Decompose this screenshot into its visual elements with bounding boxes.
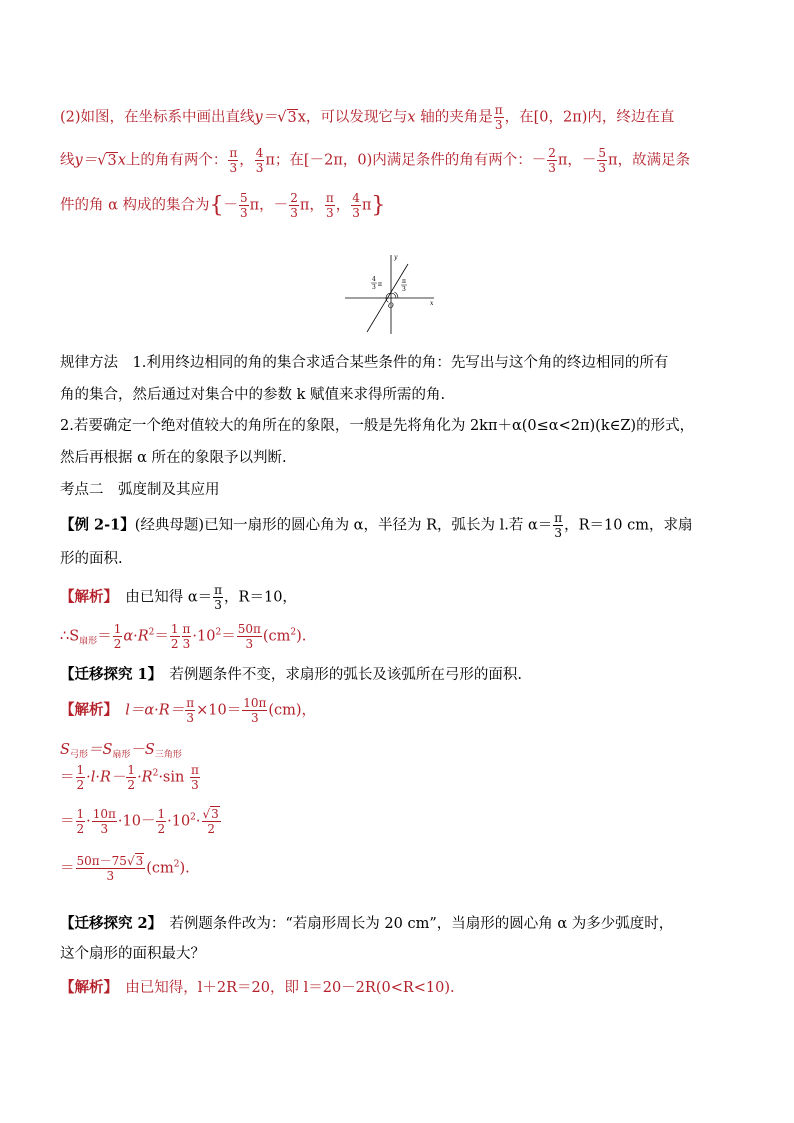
p2-text: π，－ (249, 197, 289, 214)
frac-num: π (214, 583, 223, 597)
method-line2: 角的集合，然后通过对集合中的参数 k 赋值来求得所需的角. (60, 387, 446, 403)
sol-text: ＝ (60, 860, 75, 877)
sol-text: · (86, 813, 91, 830)
frac (76, 808, 86, 835)
frac-den: 3 (255, 161, 264, 175)
sqrt-radicand: 3 (287, 109, 297, 126)
p2-text: 上的角有两个： (125, 152, 228, 169)
frac-den: 2 (76, 778, 85, 792)
p2-text: 件的角 α 构成的集合为 (60, 197, 210, 214)
var: x (117, 152, 126, 169)
transfer-tag: 【迁移探究 2】 (60, 915, 155, 932)
p2-text: π，－ (557, 152, 597, 169)
frac-num: π (190, 763, 199, 777)
frac-num: 50π－75√3 (76, 854, 144, 868)
sol-text: ，R＝10， (224, 589, 297, 606)
transfer-tag: 【迁移探究 1】 (60, 666, 155, 683)
sol2-line2 (60, 738, 182, 760)
p2-text: π (361, 197, 372, 214)
sol-text: ＝ (60, 813, 75, 830)
p2-text: π，故满足条 (608, 152, 691, 169)
sol-text: ·l·R－ (86, 769, 126, 786)
sol1-line2 (60, 623, 306, 650)
sol2-line3 (60, 764, 201, 791)
y-label: y (394, 254, 398, 261)
sol-text: ＝ (154, 628, 169, 645)
frac-num: 5 (240, 191, 248, 205)
p2-line1 (60, 104, 674, 131)
frac (202, 808, 221, 835)
frac-den: 3 (325, 206, 334, 220)
frac-den: 3 (554, 526, 563, 540)
frac-num: 1 (127, 763, 136, 777)
frac-den: 3 (186, 711, 194, 725)
frac-num: 10π (92, 807, 116, 821)
superscript: 2 (215, 627, 222, 638)
frac-den: 3 (182, 637, 191, 651)
sol-text: ·10 (167, 813, 191, 830)
frac (494, 104, 504, 131)
transfer2-line2: 这个扇形的面积最大？ (60, 946, 205, 962)
example-line2: 形的面积. (60, 551, 123, 567)
sol-text: 由已知得 α＝ (125, 589, 213, 606)
sol-text: ＝ (60, 769, 75, 786)
subscript: 三角形 (154, 750, 182, 760)
example-text: ，R＝10 cm，求扇 (564, 517, 693, 534)
frac-den: 3 (352, 206, 360, 220)
eq: y＝ (254, 109, 278, 126)
frac-num: 1 (170, 622, 179, 636)
transfer-text: 若例题条件不变，求扇形的弧长及该弧所在弓形的面积. (169, 667, 522, 683)
frac-num: 4 (352, 191, 360, 205)
sol-text: (cm (262, 628, 291, 645)
sqrt-radicand: 3 (211, 807, 219, 821)
sol-text: －S (130, 742, 155, 758)
frac (325, 192, 335, 219)
frac-num: π (554, 511, 563, 525)
sol-text: S (60, 742, 70, 758)
p2-text: x，可以发现它与 (297, 109, 408, 126)
transfer1 (60, 663, 522, 684)
label-pi-num: π (402, 278, 406, 285)
solution-tag: 【解析】 (60, 701, 111, 719)
sol-text: ·R (137, 769, 153, 786)
frac (553, 512, 563, 539)
frac-num: 1 (157, 807, 166, 821)
frac-num: π (229, 146, 238, 160)
frac (213, 584, 223, 611)
sol-text: (cm)， (268, 702, 317, 719)
frac (170, 623, 180, 650)
frac-den: 2 (207, 822, 215, 836)
sol-text: ·sin (158, 769, 189, 786)
frac (156, 808, 166, 835)
origin-label: O (388, 302, 394, 310)
sol-text: ＝S (87, 742, 113, 758)
frac-num: π (325, 191, 334, 205)
frac-num: 1 (76, 763, 85, 777)
sol-text: ·10－ (117, 813, 156, 830)
sol-text: · (195, 813, 201, 830)
frac-num: 2 (548, 146, 556, 160)
frac-num: 5 (598, 146, 607, 160)
superscript: 2 (148, 627, 155, 638)
sol3 (60, 976, 455, 997)
sol-text: ×10＝ (196, 702, 242, 719)
brace-close: } (371, 193, 386, 218)
sqrt-radicand: 3 (135, 854, 144, 868)
frac (190, 764, 200, 791)
superscript: 2 (152, 768, 159, 779)
frac-num: 1 (76, 807, 85, 821)
sol-text: ·10 (192, 628, 216, 645)
frac (351, 192, 361, 219)
frac-den: 2 (127, 778, 136, 792)
coordinate-figure (340, 252, 440, 338)
frac (597, 147, 607, 174)
sqrt-sign: √ (97, 152, 107, 169)
method-title: 规律方法 (60, 355, 118, 371)
sol-text: ). (296, 628, 307, 645)
transfer-text: 若例题条件改为：“若扇形周长为 20 cm”，当扇形的圆心角 α 为多少弧度时， (169, 916, 674, 932)
solution-tag: 【解析】 (60, 588, 111, 606)
example-text: (经典母题)已知一扇形的圆心角为 α，半径为 R，弧长为 l.若 α＝ (134, 517, 553, 534)
frac-den: 2 (157, 822, 166, 836)
p2-text: π；在[－2π，0)内满足条件的角有两个：－ (265, 152, 547, 169)
label-3: 3 (372, 284, 376, 291)
label-pi: π (378, 281, 382, 288)
frac (113, 623, 123, 650)
frac (76, 855, 146, 882)
frac (547, 147, 557, 174)
frac (185, 697, 195, 724)
sol-text: α·R (123, 628, 149, 645)
p2-text: 轴的夹角是 (415, 109, 493, 126)
frac (239, 192, 249, 219)
section-heading: 考点二 弧度制及其应用 (60, 482, 220, 498)
sqrt-sign: √ (277, 109, 287, 126)
frac (228, 147, 238, 174)
frac (237, 623, 262, 650)
p2-text: ， (239, 152, 254, 169)
p2-text: － (223, 197, 239, 214)
frac-den: 3 (245, 637, 254, 651)
sol-text: l＝α·R＝ (125, 702, 185, 719)
frac-den: 3 (290, 206, 298, 220)
sol1-line1 (60, 584, 297, 611)
frac-den: 2 (170, 637, 179, 651)
subscript: 扇形 (112, 750, 131, 760)
frac-num: π (186, 696, 195, 710)
eq: y＝ (74, 152, 98, 169)
frac (92, 808, 117, 835)
brace-open: { (209, 193, 224, 218)
frac-den: 3 (100, 822, 109, 836)
method-line3: 2.若要确定一个绝对值较大的角所在的象限，一般是先将角化为 2kπ＋α(0≤α<2π)(k∈Z)的形式， (60, 418, 695, 434)
subscript: 扇形 (79, 636, 98, 647)
frac-den: 3 (240, 206, 248, 220)
example-line1 (60, 512, 693, 539)
sol-text: (cm (146, 860, 174, 877)
superscript: 2 (173, 859, 180, 870)
frac-den: 2 (76, 822, 85, 836)
p2-text: 线 (60, 152, 75, 169)
method-text: 1.利用终边相同的角的集合求适合某些条件的角：先写出与这个角的终边相同的所有 (132, 355, 669, 371)
frac-num: 4 (255, 146, 264, 160)
sol2-line5 (60, 855, 190, 882)
frac-den: 3 (229, 161, 238, 175)
frac-den: 3 (214, 598, 222, 612)
p2-text: π， (299, 197, 324, 214)
sol-text: ). (179, 860, 190, 877)
frac (76, 764, 86, 791)
frac (182, 623, 192, 650)
sol2-line1 (60, 697, 316, 724)
method-line4: 然后再根据 α 所在的象限予以判断. (60, 450, 287, 466)
label-4: 4 (372, 276, 376, 283)
p2-text: (2)如图，在坐标系中画出直线 (60, 109, 255, 126)
frac (242, 697, 267, 724)
sol2-line4 (60, 808, 222, 835)
frac-num: 2 (290, 191, 298, 205)
x-label: x (430, 300, 434, 307)
frac-den: 3 (106, 869, 115, 883)
frac-num: π (182, 622, 191, 636)
solution-tag: 【解析】 (60, 979, 111, 996)
frac-num-text: 50π－75 (76, 854, 127, 868)
sol-text: ＝ (221, 628, 236, 645)
frac-den: 3 (250, 711, 259, 725)
subscript: 弓形 (69, 750, 88, 760)
p2-line2 (60, 147, 690, 174)
frac-num: 50π (237, 622, 261, 636)
frac-num: 1 (113, 622, 122, 636)
p2-text: ，在[0，2π)内，终边在直 (504, 109, 675, 126)
superscript: 2 (190, 812, 196, 823)
frac (289, 192, 299, 219)
sol-text: ＝ (97, 628, 112, 645)
frac-num: 10π (243, 696, 267, 710)
frac-den: 3 (191, 778, 199, 792)
p2-text: ， (335, 197, 351, 214)
p2-line3 (60, 192, 385, 219)
frac-den: 3 (548, 161, 556, 175)
label-pi-den: 3 (402, 286, 406, 293)
sol-text: 由已知得，l＋2R＝20，即 l＝20－2R(0<R<10). (125, 980, 455, 996)
frac-den: 3 (598, 161, 607, 175)
sol-text: ∴S (60, 628, 80, 645)
frac-den: 3 (494, 118, 503, 132)
method-line1 (60, 351, 668, 372)
example-tag: 【例 2-1】 (60, 516, 135, 534)
frac (255, 147, 265, 174)
superscript: 2 (290, 627, 297, 638)
var: x (407, 109, 416, 126)
frac-num: √3 (202, 807, 219, 821)
frac-num: π (494, 103, 503, 117)
transfer2-line1 (60, 912, 673, 933)
frac-den: 2 (113, 637, 122, 651)
sqrt-radicand: 3 (107, 152, 117, 169)
frac (126, 764, 136, 791)
